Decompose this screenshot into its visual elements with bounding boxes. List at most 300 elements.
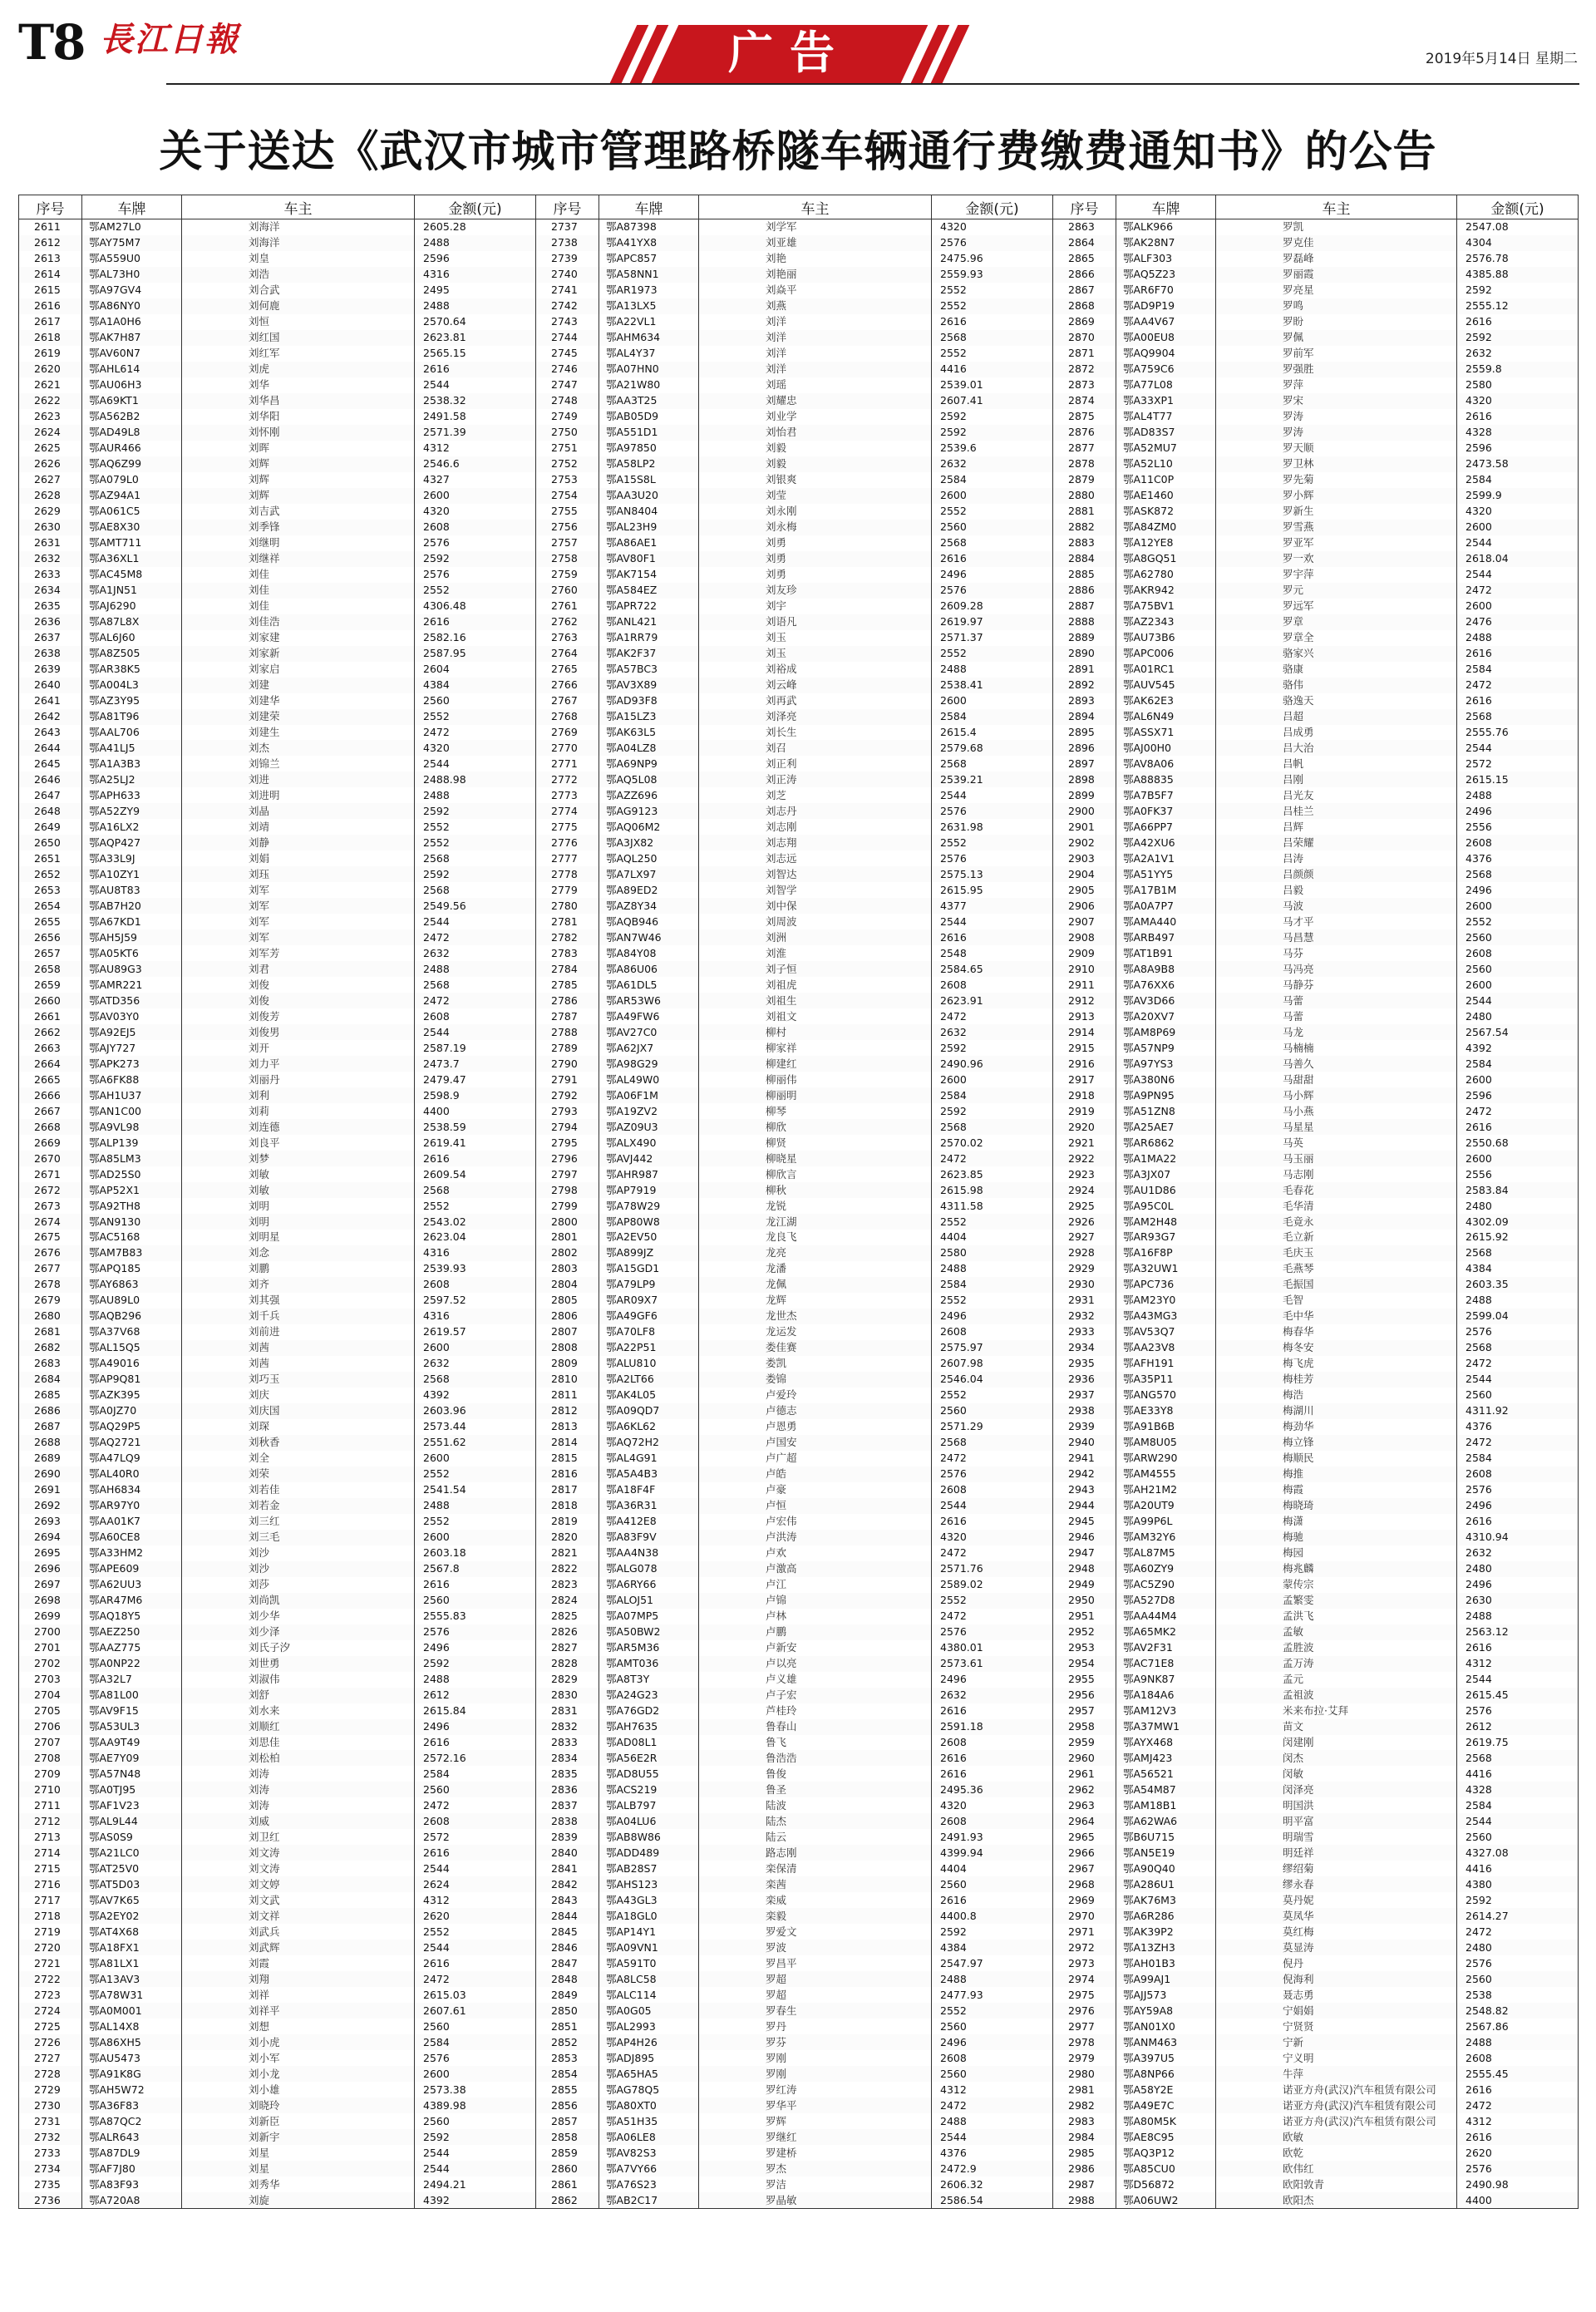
seq-cell: 2689 xyxy=(19,1451,82,1467)
table-row xyxy=(19,803,1579,819)
amount-cell: 2576 xyxy=(1457,1324,1579,1340)
table-row xyxy=(19,1640,1579,1656)
seq-cell: 2733 xyxy=(19,2145,82,2161)
amount-cell: 2600 xyxy=(932,488,1053,504)
owner-cell: 吕大治 xyxy=(1216,740,1457,756)
amount-cell: 2630 xyxy=(1457,1593,1579,1609)
plate-cell: 鄂ASSX71 xyxy=(1116,725,1216,741)
newspaper-logo: 長江日報 xyxy=(100,20,239,59)
seq-cell: 2884 xyxy=(1053,551,1116,567)
amount-cell: 2568 xyxy=(1457,709,1579,725)
plate-cell: 鄂AV3D66 xyxy=(1116,993,1216,1008)
plate-cell: 鄂A43MG3 xyxy=(1116,1309,1216,1324)
plate-cell: 鄂AQ18Y5 xyxy=(82,1609,182,1624)
owner-cell: 刘开 xyxy=(182,1040,415,1056)
table-row xyxy=(19,1372,1579,1388)
table-row xyxy=(19,1151,1579,1166)
plate-cell: 鄂A69KT1 xyxy=(82,393,182,409)
seq-cell: 2649 xyxy=(19,819,82,835)
amount-cell: 2616 xyxy=(1457,693,1579,709)
amount-cell: 2614.27 xyxy=(1457,1908,1579,1924)
owner-cell: 刘文涛 xyxy=(182,1845,415,1861)
owner-cell: 马甜甜 xyxy=(1216,1072,1457,1087)
seq-cell: 2930 xyxy=(1053,1277,1116,1293)
seq-cell: 2720 xyxy=(19,1940,82,1955)
owner-cell: 刘军 xyxy=(182,898,415,914)
amount-cell: 2560 xyxy=(932,1403,1053,1419)
plate-cell: 鄂AR5M36 xyxy=(599,1640,699,1656)
amount-cell: 2596 xyxy=(415,251,536,267)
owner-cell: 刘秋香 xyxy=(182,1435,415,1451)
owner-cell: 龙辉 xyxy=(699,1293,932,1309)
owner-cell: 蒙传宗 xyxy=(1216,1577,1457,1593)
plate-cell: 鄂ACS219 xyxy=(599,1782,699,1797)
table-row xyxy=(19,1750,1579,1766)
seq-cell: 2639 xyxy=(19,662,82,678)
table-row xyxy=(19,1198,1579,1214)
owner-cell: 罗强胜 xyxy=(1216,362,1457,377)
seq-cell: 2862 xyxy=(536,2192,599,2208)
plate-cell: 鄂A412E8 xyxy=(599,1514,699,1530)
amount-cell: 2609.28 xyxy=(932,599,1053,614)
plate-cell: 鄂A95C0L xyxy=(1116,1198,1216,1214)
plate-cell: 鄂AV03Y0 xyxy=(82,1008,182,1024)
amount-cell: 2573.61 xyxy=(932,1656,1053,1672)
plate-cell: 鄂AZZ696 xyxy=(599,787,699,803)
table-row xyxy=(19,993,1579,1008)
seq-cell: 2941 xyxy=(1053,1451,1116,1467)
amount-cell: 2592 xyxy=(415,866,536,882)
plate-cell: 鄂A79LP9 xyxy=(599,1277,699,1293)
owner-cell: 卢豪 xyxy=(699,1482,932,1498)
amount-cell: 2615.84 xyxy=(415,1703,536,1719)
seq-cell: 2708 xyxy=(19,1750,82,1766)
owner-cell: 刘世勇 xyxy=(182,1656,415,1672)
plate-cell: 鄂ALX490 xyxy=(599,1135,699,1151)
plate-cell: 鄂A67KD1 xyxy=(82,914,182,929)
plate-cell: 鄂AP80W8 xyxy=(599,1214,699,1230)
seq-cell: 2692 xyxy=(19,1498,82,1514)
plate-cell: 鄂APR722 xyxy=(599,599,699,614)
owner-cell: 柳贤 xyxy=(699,1135,932,1151)
amount-cell: 2572 xyxy=(1457,756,1579,771)
plate-cell: 鄂AZ94A1 xyxy=(82,488,182,504)
owner-cell: 刘佳 xyxy=(182,599,415,614)
seq-cell: 2870 xyxy=(1053,330,1116,346)
table-row xyxy=(19,1166,1579,1182)
plate-cell: 鄂AY59A8 xyxy=(1116,2003,1216,2019)
seq-cell: 2690 xyxy=(19,1467,82,1482)
amount-cell: 2573.44 xyxy=(415,1419,536,1435)
plate-cell: 鄂A21LC0 xyxy=(82,1845,182,1861)
plate-cell: 鄂AL73H0 xyxy=(82,267,182,283)
amount-cell: 4316 xyxy=(415,267,536,283)
amount-cell: 2479.47 xyxy=(415,1072,536,1087)
plate-cell: 鄂AJ00H0 xyxy=(1116,740,1216,756)
owner-cell: 刘红军 xyxy=(182,346,415,362)
owner-cell: 刘召 xyxy=(699,740,932,756)
amount-cell: 2496 xyxy=(932,1672,1053,1688)
plate-cell: 鄂B6U715 xyxy=(1116,1829,1216,1845)
table-row xyxy=(19,1419,1579,1435)
seq-cell: 2864 xyxy=(1053,235,1116,251)
plate-cell: 鄂A50BW2 xyxy=(599,1624,699,1640)
seq-cell: 2833 xyxy=(536,1735,599,1751)
amount-cell: 2560 xyxy=(415,693,536,709)
table-row xyxy=(19,1609,1579,1624)
table-row xyxy=(19,1261,1579,1277)
owner-cell: 刘千兵 xyxy=(182,1309,415,1324)
owner-cell: 刘何鹿 xyxy=(182,298,415,314)
amount-cell: 2552 xyxy=(932,1388,1053,1403)
amount-cell: 2620 xyxy=(415,1908,536,1924)
amount-cell: 4320 xyxy=(1457,393,1579,409)
owner-cell: 刘三红 xyxy=(182,1514,415,1530)
amount-cell: 4311.58 xyxy=(932,1198,1053,1214)
amount-cell: 2552 xyxy=(1457,914,1579,929)
plate-cell: 鄂AC5Z90 xyxy=(1116,1577,1216,1593)
seq-cell: 2887 xyxy=(1053,599,1116,614)
plate-cell: 鄂A83F93 xyxy=(82,2176,182,2192)
amount-cell: 4311.92 xyxy=(1457,1403,1579,1419)
amount-cell: 2616 xyxy=(932,1514,1053,1530)
plate-cell: 鄂A78W29 xyxy=(599,1198,699,1214)
seq-cell: 2866 xyxy=(1053,267,1116,283)
plate-cell: 鄂ALG078 xyxy=(599,1561,699,1577)
owner-cell: 刘祖虎 xyxy=(699,977,932,993)
owner-cell: 罗先菊 xyxy=(1216,472,1457,488)
owner-cell: 刘建生 xyxy=(182,725,415,741)
table-row xyxy=(19,1530,1579,1545)
table-row xyxy=(19,630,1579,646)
owner-cell: 刘洋 xyxy=(699,362,932,377)
seq-cell: 2674 xyxy=(19,1214,82,1230)
seq-cell: 2784 xyxy=(536,961,599,977)
owner-cell: 刘涛 xyxy=(182,1782,415,1797)
owner-cell: 卢皓 xyxy=(699,1467,932,1482)
amount-cell: 2488 xyxy=(1457,787,1579,803)
plate-cell: 鄂A52MU7 xyxy=(1116,441,1216,456)
seq-cell: 2818 xyxy=(536,1498,599,1514)
seq-cell: 2898 xyxy=(1053,771,1116,787)
amount-cell: 4384 xyxy=(1457,1261,1579,1277)
plate-cell: 鄂AZ09U3 xyxy=(599,1119,699,1135)
seq-cell: 2681 xyxy=(19,1324,82,1340)
plate-cell: 鄂AH01B3 xyxy=(1116,1955,1216,1971)
table-row xyxy=(19,1482,1579,1498)
seq-cell: 2754 xyxy=(536,488,599,504)
amount-cell: 2623.81 xyxy=(415,330,536,346)
amount-cell: 2616 xyxy=(415,614,536,630)
owner-cell: 毛竟永 xyxy=(1216,1214,1457,1230)
amount-cell: 2543.02 xyxy=(415,1214,536,1230)
seq-cell: 2809 xyxy=(536,1356,599,1372)
plate-cell: 鄂A37V68 xyxy=(82,1324,182,1340)
seq-cell: 2716 xyxy=(19,1876,82,1892)
amount-cell: 2620 xyxy=(1457,2145,1579,2161)
owner-cell: 莫红梅 xyxy=(1216,1924,1457,1940)
seq-cell: 2787 xyxy=(536,1008,599,1024)
plate-cell: 鄂AL2993 xyxy=(599,2019,699,2034)
owner-cell: 刘俊芳 xyxy=(182,1008,415,1024)
amount-cell: 2603.18 xyxy=(415,1545,536,1561)
seq-cell: 2687 xyxy=(19,1419,82,1435)
seq-cell: 2896 xyxy=(1053,740,1116,756)
owner-cell: 罗波 xyxy=(699,1940,932,1955)
amount-cell: 2472.9 xyxy=(932,2161,1053,2176)
amount-cell: 4392 xyxy=(1457,1040,1579,1056)
owner-cell: 刘再武 xyxy=(699,693,932,709)
plate-cell: 鄂A18GL0 xyxy=(599,1908,699,1924)
amount-cell: 2571.39 xyxy=(415,425,536,441)
amount-cell: 2608 xyxy=(1457,835,1579,850)
seq-cell: 2662 xyxy=(19,1024,82,1040)
amount-cell: 4416 xyxy=(932,362,1053,377)
owner-cell: 倪丹 xyxy=(1216,1955,1457,1971)
amount-cell: 2568 xyxy=(932,535,1053,551)
amount-cell: 2555.12 xyxy=(1457,298,1579,314)
amount-cell: 2544 xyxy=(932,1498,1053,1514)
plate-cell: 鄂A1A3B3 xyxy=(82,756,182,771)
seq-cell: 2766 xyxy=(536,678,599,693)
owner-cell: 卢锦 xyxy=(699,1593,932,1609)
seq-cell: 2638 xyxy=(19,646,82,662)
plate-cell: 鄂A80XT0 xyxy=(599,2098,699,2113)
col-header-amount: 金额(元) xyxy=(415,195,536,219)
owner-cell: 刘吉武 xyxy=(182,504,415,520)
amount-cell: 2612 xyxy=(415,1688,536,1703)
plate-cell: 鄂AHM634 xyxy=(599,330,699,346)
owner-cell: 毛中华 xyxy=(1216,1309,1457,1324)
seq-cell: 2623 xyxy=(19,409,82,425)
seq-cell: 2751 xyxy=(536,441,599,456)
amount-cell: 2584 xyxy=(1457,662,1579,678)
amount-cell: 2616 xyxy=(932,929,1053,945)
amount-cell: 2538 xyxy=(1457,1987,1579,2003)
owner-cell: 刘巧玉 xyxy=(182,1372,415,1388)
owner-cell: 刘霞 xyxy=(182,1955,415,1971)
owner-cell: 罗远军 xyxy=(1216,599,1457,614)
plate-cell: 鄂A8NP66 xyxy=(1116,2066,1216,2082)
plate-cell: 鄂A97850 xyxy=(599,441,699,456)
amount-cell: 2616 xyxy=(1457,1640,1579,1656)
seq-cell: 2954 xyxy=(1053,1656,1116,1672)
amount-cell: 4302.09 xyxy=(1457,1214,1579,1230)
plate-cell: 鄂AQ29P5 xyxy=(82,1419,182,1435)
owner-cell: 罗爱文 xyxy=(699,1924,932,1940)
owner-cell: 柳琴 xyxy=(699,1103,932,1119)
plate-cell: 鄂AH5J59 xyxy=(82,929,182,945)
col-header-plate: 车牌 xyxy=(1116,195,1216,219)
col-header-seq: 序号 xyxy=(1053,195,1116,219)
seq-cell: 2946 xyxy=(1053,1530,1116,1545)
plate-cell: 鄂A49016 xyxy=(82,1356,182,1372)
table-row xyxy=(19,1766,1579,1782)
plate-cell: 鄂A87398 xyxy=(599,219,699,235)
seq-cell: 2844 xyxy=(536,1908,599,1924)
amount-cell: 2584 xyxy=(1457,1056,1579,1072)
seq-cell: 2984 xyxy=(1053,2129,1116,2145)
seq-cell: 2982 xyxy=(1053,2098,1116,2113)
amount-cell: 2488 xyxy=(415,1498,536,1514)
seq-cell: 2640 xyxy=(19,678,82,693)
amount-cell: 2583.84 xyxy=(1457,1182,1579,1198)
plate-cell: 鄂A36F83 xyxy=(82,2098,182,2113)
amount-cell: 4399.94 xyxy=(932,1845,1053,1861)
table-row xyxy=(19,1230,1579,1245)
seq-cell: 2855 xyxy=(536,2082,599,2098)
seq-cell: 2683 xyxy=(19,1356,82,1372)
plate-cell: 鄂AMA440 xyxy=(1116,914,1216,929)
amount-cell: 2490.98 xyxy=(1457,2176,1579,2192)
seq-cell: 2834 xyxy=(536,1750,599,1766)
amount-cell: 2619.41 xyxy=(415,1135,536,1151)
amount-cell: 2560 xyxy=(415,1782,536,1797)
seq-cell: 2890 xyxy=(1053,646,1116,662)
plate-cell: 鄂AM2H48 xyxy=(1116,1214,1216,1230)
plate-cell: 鄂A33XP1 xyxy=(1116,393,1216,409)
seq-cell: 2696 xyxy=(19,1561,82,1577)
plate-cell: 鄂AV3X89 xyxy=(599,678,699,693)
amount-cell: 4316 xyxy=(415,1245,536,1261)
amount-cell: 2576 xyxy=(932,1467,1053,1482)
amount-cell: 2615.98 xyxy=(932,1182,1053,1198)
plate-cell: 鄂A6KL62 xyxy=(599,1419,699,1435)
seq-cell: 2977 xyxy=(1053,2019,1116,2034)
owner-cell: 刘娟 xyxy=(182,850,415,866)
plate-cell: 鄂A33HM2 xyxy=(82,1545,182,1561)
seq-cell: 2805 xyxy=(536,1293,599,1309)
plate-cell: 鄂AB28S7 xyxy=(599,1861,699,1876)
amount-cell: 2544 xyxy=(1457,1813,1579,1829)
plate-cell: 鄂AN1C00 xyxy=(82,1103,182,1119)
seq-cell: 2770 xyxy=(536,740,599,756)
owner-cell: 吕光友 xyxy=(1216,787,1457,803)
owner-cell: 栾威 xyxy=(699,1892,932,1908)
amount-cell: 2632 xyxy=(932,1024,1053,1040)
plate-cell: 鄂A13LX5 xyxy=(599,298,699,314)
owner-cell: 欧阳敦青 xyxy=(1216,2176,1457,2192)
seq-cell: 2657 xyxy=(19,945,82,961)
seq-cell: 2771 xyxy=(536,756,599,771)
plate-cell: 鄂AK2F37 xyxy=(599,646,699,662)
amount-cell: 2618.04 xyxy=(1457,551,1579,567)
seq-cell: 2828 xyxy=(536,1656,599,1672)
amount-cell: 2552 xyxy=(415,1198,536,1214)
seq-cell: 2666 xyxy=(19,1087,82,1103)
owner-cell: 梅冬安 xyxy=(1216,1340,1457,1356)
owner-cell: 刘志丹 xyxy=(699,803,932,819)
amount-cell: 2582.16 xyxy=(415,630,536,646)
plate-cell: 鄂A899JZ xyxy=(599,1245,699,1261)
amount-cell: 2560 xyxy=(415,1593,536,1609)
seq-cell: 2803 xyxy=(536,1261,599,1277)
table-row xyxy=(19,678,1579,693)
amount-cell: 2568 xyxy=(1457,1340,1579,1356)
amount-cell: 4312 xyxy=(415,441,536,456)
amount-cell: 2477.93 xyxy=(932,1987,1053,2003)
table-row xyxy=(19,646,1579,662)
plate-cell: 鄂A89ED2 xyxy=(599,882,699,898)
amount-cell: 2544 xyxy=(1457,740,1579,756)
plate-cell: 鄂AF7J80 xyxy=(82,2161,182,2176)
owner-cell: 刘杰 xyxy=(182,740,415,756)
seq-cell: 2978 xyxy=(1053,2034,1116,2050)
plate-cell: 鄂A65HA5 xyxy=(599,2066,699,2082)
owner-cell: 罗克佳 xyxy=(1216,235,1457,251)
amount-cell: 2584 xyxy=(932,709,1053,725)
seq-cell: 2651 xyxy=(19,850,82,866)
seq-cell: 2642 xyxy=(19,709,82,725)
owner-cell: 马蕾 xyxy=(1216,993,1457,1008)
plate-cell: 鄂A04LU6 xyxy=(599,1813,699,1829)
owner-cell: 吕颜颜 xyxy=(1216,866,1457,882)
seq-cell: 2745 xyxy=(536,346,599,362)
seq-cell: 2714 xyxy=(19,1845,82,1861)
table-row xyxy=(19,1008,1579,1024)
plate-cell: 鄂ALOJ51 xyxy=(599,1593,699,1609)
owner-cell: 娄凯 xyxy=(699,1356,932,1372)
amount-cell: 4327 xyxy=(415,472,536,488)
plate-cell: 鄂AM27L0 xyxy=(82,219,182,235)
amount-cell: 2584 xyxy=(415,1766,536,1782)
owner-cell: 刘怀刚 xyxy=(182,425,415,441)
seq-cell: 2791 xyxy=(536,1072,599,1087)
owner-cell: 刘亚雄 xyxy=(699,235,932,251)
plate-cell: 鄂A19ZV2 xyxy=(599,1103,699,1119)
table-row xyxy=(19,740,1579,756)
amount-cell: 4320 xyxy=(932,1530,1053,1545)
seq-cell: 2615 xyxy=(19,283,82,298)
owner-cell: 鲁春山 xyxy=(699,1719,932,1735)
amount-cell: 2616 xyxy=(1457,1119,1579,1135)
plate-cell: 鄂A25AE7 xyxy=(1116,1119,1216,1135)
table-row xyxy=(19,2019,1579,2034)
seq-cell: 2825 xyxy=(536,1609,599,1624)
plate-cell: 鄂A22P51 xyxy=(599,1340,699,1356)
plate-cell: 鄂AA4N38 xyxy=(599,1545,699,1561)
table-row xyxy=(19,488,1579,504)
seq-cell: 2704 xyxy=(19,1688,82,1703)
table-row xyxy=(19,1245,1579,1261)
seq-cell: 2723 xyxy=(19,1987,82,2003)
owner-cell: 刘威 xyxy=(182,1813,415,1829)
seq-cell: 2874 xyxy=(1053,393,1116,409)
owner-cell: 罗丹 xyxy=(699,2019,932,2034)
plate-cell: 鄂AL4Y37 xyxy=(599,346,699,362)
amount-cell: 2552 xyxy=(932,504,1053,520)
seq-cell: 2949 xyxy=(1053,1577,1116,1593)
seq-cell: 2761 xyxy=(536,599,599,614)
owner-cell: 莫凤华 xyxy=(1216,1908,1457,1924)
seq-cell: 2961 xyxy=(1053,1766,1116,1782)
amount-cell: 2616 xyxy=(415,362,536,377)
table-row xyxy=(19,1277,1579,1293)
amount-cell: 2560 xyxy=(1457,961,1579,977)
amount-cell: 2570.64 xyxy=(415,314,536,330)
owner-cell: 刘俊男 xyxy=(182,1024,415,1040)
amount-cell: 2616 xyxy=(932,1703,1053,1719)
amount-cell: 2488.98 xyxy=(415,771,536,787)
table-row xyxy=(19,1498,1579,1514)
plate-cell: 鄂A60ZY9 xyxy=(1116,1561,1216,1577)
owner-cell: 刘松柏 xyxy=(182,1750,415,1766)
amount-cell: 2488 xyxy=(932,662,1053,678)
amount-cell: 2616 xyxy=(932,551,1053,567)
amount-cell: 2600 xyxy=(415,2066,536,2082)
table-row xyxy=(19,1845,1579,1861)
owner-cell: 刘虎 xyxy=(182,362,415,377)
